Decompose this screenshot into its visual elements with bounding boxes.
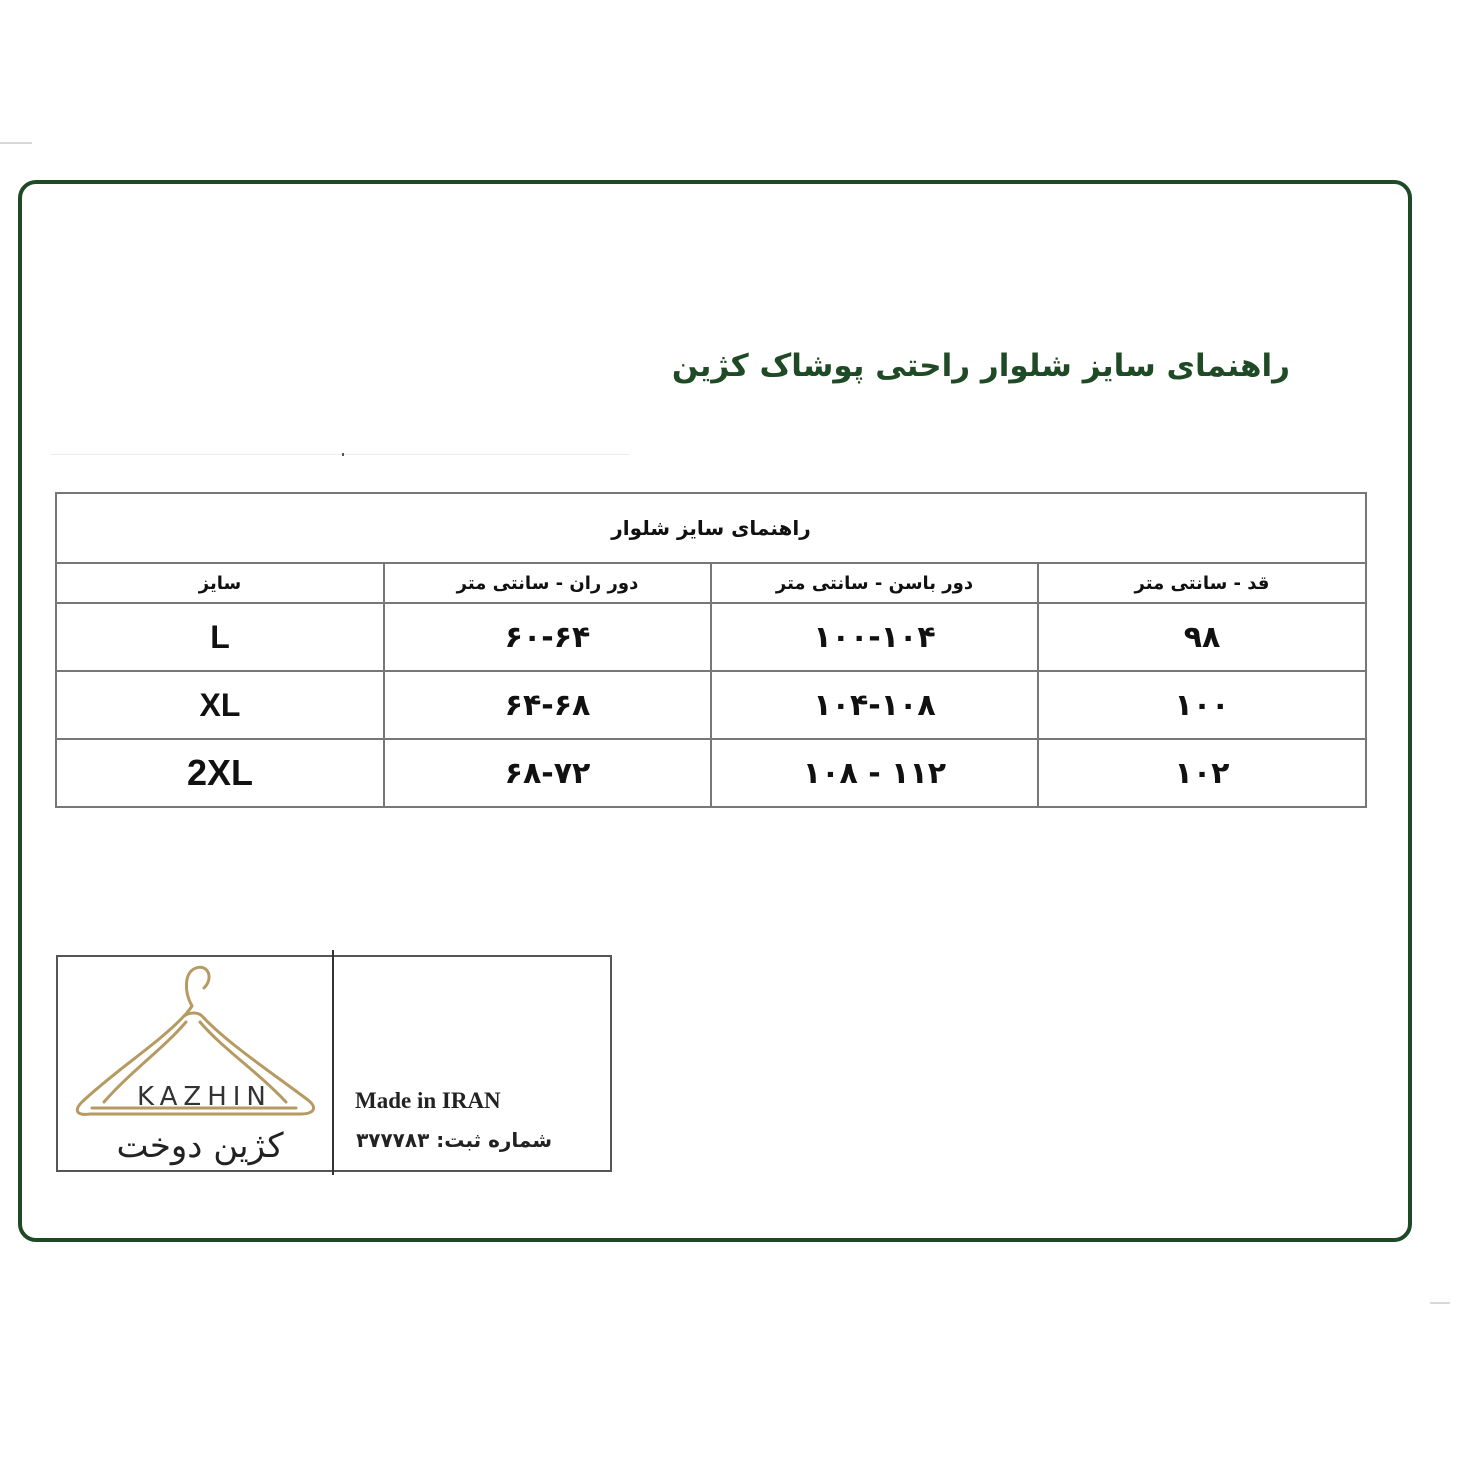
brand-name-persian: کژین دوخت bbox=[116, 1126, 284, 1166]
table-header-row bbox=[56, 563, 1366, 603]
table-row bbox=[56, 603, 1366, 671]
cell-thigh: ۶۰-۶۴ bbox=[384, 603, 711, 671]
faint-divider bbox=[50, 454, 630, 455]
stray-line-bottom-right bbox=[1430, 1302, 1450, 1304]
table-caption-row bbox=[56, 493, 1366, 563]
table-caption: راهنمای سایز شلوار bbox=[56, 493, 1366, 563]
cell-height: ۹۸ bbox=[1038, 603, 1366, 671]
cell-height: ۱۰۰ bbox=[1038, 671, 1366, 739]
header-height: قد - سانتی متر bbox=[1038, 563, 1366, 603]
cell-size: 2XL bbox=[56, 739, 384, 807]
page-title: راهنمای سایز شلوار راحتی پوشاک کژین bbox=[671, 348, 1290, 384]
cell-height: ۱۰۲ bbox=[1038, 739, 1366, 807]
header-size: سایز bbox=[56, 563, 384, 603]
divider-dot bbox=[342, 453, 344, 456]
cell-thigh: ۶۴-۶۸ bbox=[384, 671, 711, 739]
size-chart-table bbox=[55, 492, 1367, 808]
header-thigh: دور ران - سانتی متر bbox=[384, 563, 711, 603]
made-in-label: Made in IRAN bbox=[355, 1088, 501, 1113]
stray-line-top-left bbox=[0, 142, 32, 144]
cell-size: XL bbox=[56, 671, 384, 739]
brand-name-latin: KAZHIN bbox=[137, 1082, 272, 1112]
cell-size: L bbox=[56, 603, 384, 671]
table-row bbox=[56, 671, 1366, 739]
header-hip: دور باسن - سانتی متر bbox=[711, 563, 1038, 603]
cell-hip: ۱۰۸ - ۱۱۲ bbox=[711, 739, 1038, 807]
cell-thigh: ۶۸-۷۲ bbox=[384, 739, 711, 807]
registration-number: شماره ثبت: ۳۷۷۷۸۳ bbox=[356, 1128, 552, 1152]
table-row bbox=[56, 739, 1366, 807]
cell-hip: ۱۰۴-۱۰۸ bbox=[711, 671, 1038, 739]
cell-hip: ۱۰۰-۱۰۴ bbox=[711, 603, 1038, 671]
brand-box-divider bbox=[332, 950, 334, 1175]
